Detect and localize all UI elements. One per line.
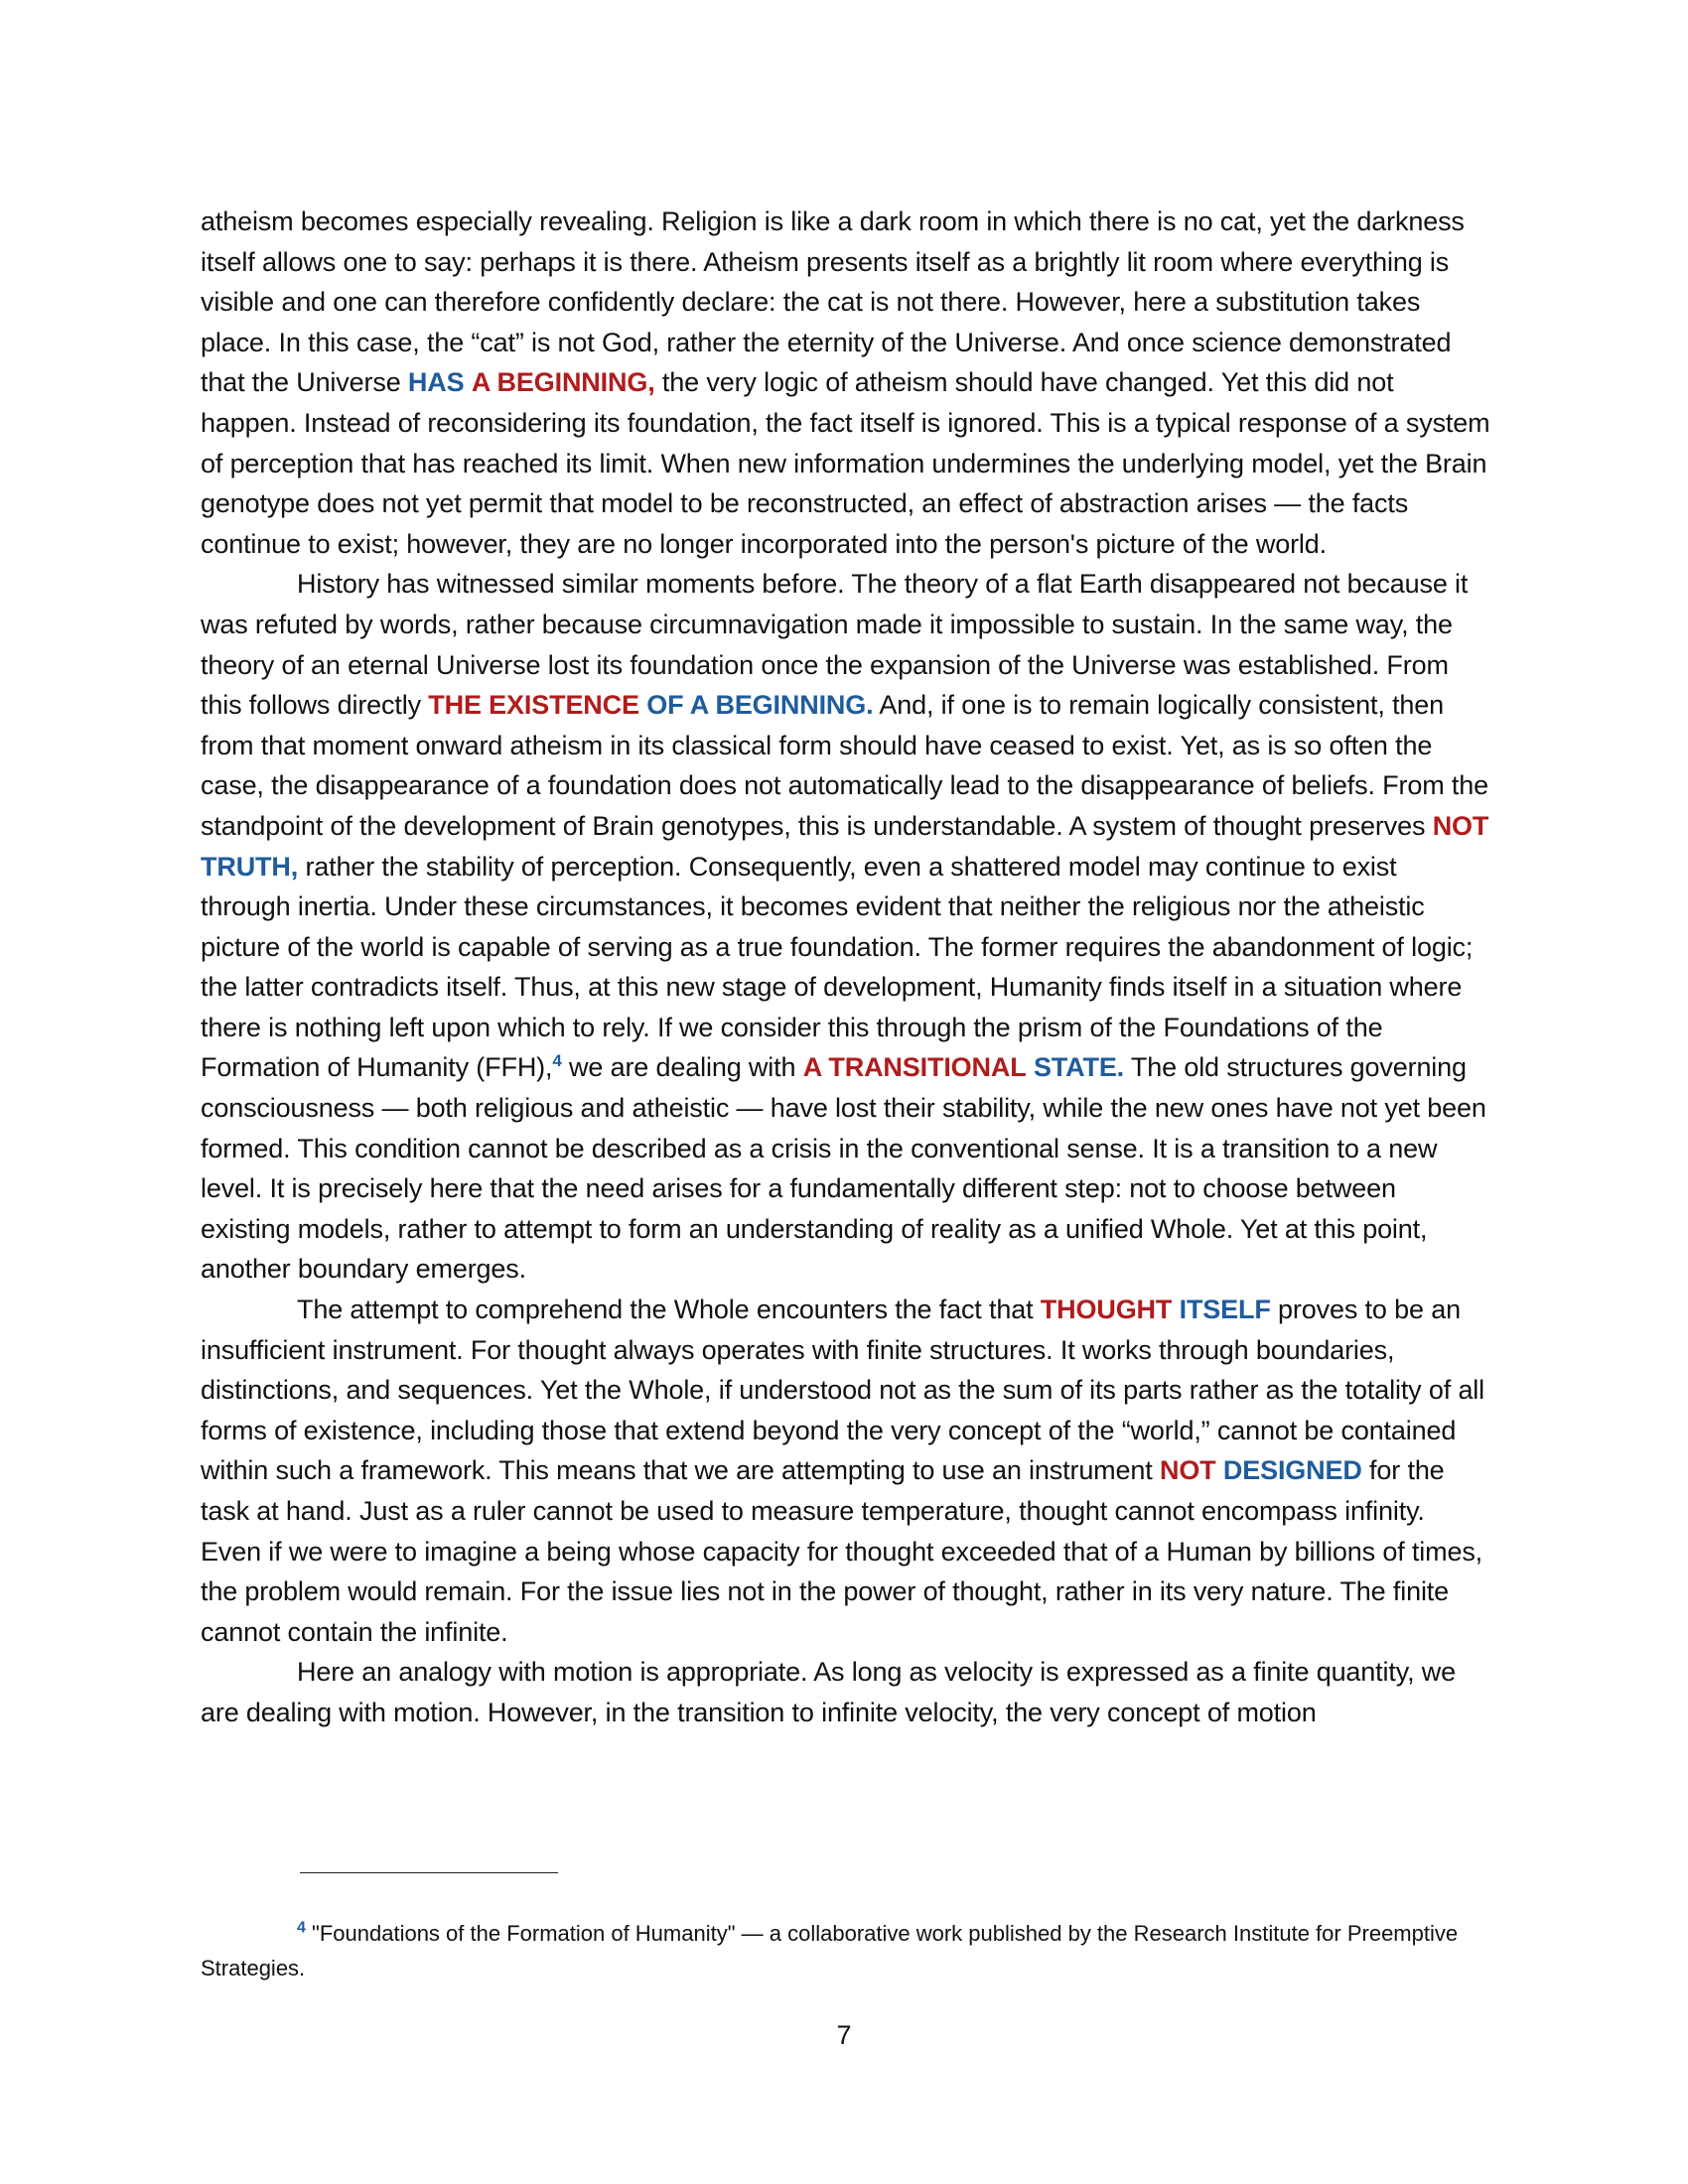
highlight-blue: TRUTH, xyxy=(201,851,299,882)
highlight-blue: STATE. xyxy=(1033,1052,1125,1083)
text-run: proves to be an insufficient instrument. For thought always operates with finite structures. It works through boundaries, distinctions, and sequences. Yet the Whole, if understood not as the sum of its parts rather as the totality of all forms of existence, including those that extend beyond the very concept of the “world,” cannot be contained within such a framework. This means that we are attempting to use an instrument xyxy=(201,1295,1485,1486)
highlight-red: NOT xyxy=(1159,1455,1216,1486)
highlight-blue: DESIGNED xyxy=(1222,1455,1362,1486)
text-run xyxy=(1027,1052,1034,1082)
page-number: 7 xyxy=(836,2020,852,2050)
text-run xyxy=(1172,1295,1179,1324)
text-run: History has witnessed similar moments before. The theory of a flat Earth disappeared not because it was refuted by words, rather because circumnavigation made it impossible to sustain. In the same way, the theory of an eternal Universe lost its foundation once the expansion of the Universe was established. From this follows directly xyxy=(201,569,1469,721)
footnote-paragraph xyxy=(201,1916,1491,1985)
text-run: for the task at hand. Just as a ruler cannot be used to measure temperature, thought cannot encompass infinity. Even if we were to imagine a being whose capacity for thought exceeded that of a Human by billions of times, the problem would remain. For the issue lies not in the power of thought, rather in its very nature. The finite cannot contain the infinite. xyxy=(201,1455,1483,1647)
footnote-marker: 4 xyxy=(297,1919,306,1937)
text-run: And, if one is to remain logically consistent, then from that moment onward atheism in its classical form should have ceased to exist. Yet, as is so often the case, the disappearance of a foundation does not automatically lead to the disappearance of beliefs. From the standpoint of the development of Brain genotypes, this is understandable. A system of thought preserves xyxy=(201,690,1489,841)
text-run: we are dealing with xyxy=(561,1052,803,1083)
highlight-blue: ITSELF xyxy=(1179,1295,1271,1325)
highlight-blue: OF A BEGINNING. xyxy=(646,690,874,721)
body-paragraph xyxy=(201,1290,1491,1652)
text-run: atheism becomes especially revealing. Religion is like a dark room in which there is no cat, yet the darkness itself allows one to say: perhaps it is there. Atheism presents itself as a brightly lit room where everything is visible and one can therefore confidently declare: the cat is not there. However, here a substitution takes place. In this case, the “cat” is not God, rather the eternity of the Universe. And once science demonstrated that the Universe xyxy=(201,206,1465,398)
text-run: The attempt to comprehend the Whole encounters the fact that xyxy=(297,1295,1041,1325)
footnote xyxy=(201,1916,1491,1985)
text-run xyxy=(1216,1455,1223,1485)
highlight-red: THE EXISTENCE xyxy=(428,690,639,721)
footnote-separator xyxy=(300,1872,558,1873)
text-run: The old structures governing consciousness — both religious and atheistic — have lost their stability, while the new ones have not yet been formed. This condition cannot be described as a crisis in the conventional sense. It is a transition to a new level. It is precisely here that the need arises for a fundamentally different step: not to choose between existing models, rather to attempt to form an understanding of reality as a unified Whole. Yet at this point, another boundary emerges. xyxy=(201,1052,1486,1285)
text-run: Here an analogy with motion is appropriate. As long as velocity is expressed as a finite quantity, we are dealing with motion. However, in the transition to infinite velocity, the very concept of motion xyxy=(201,1657,1456,1727)
footnote-text: "Foundations of the Formation of Humanity" — a collaborative work published by the Research Institute for Preemptive Strategies. xyxy=(201,1921,1459,1980)
highlight-red: A BEGINNING, xyxy=(471,367,655,398)
text-run: rather the stability of perception. Consequently, even a shattered model may continue to exist through inertia. Under these circumstances, it becomes evident that neither the religious nor the atheistic picture of the world is capable of serving as a true foundation. The former requires the abandonment of logic; the latter contradicts itself. Thus, at this new stage of development, Humanity finds itself in a situation where there is nothing left upon which to rely. If we consider this through the prism of the Foundations of the Formation of Humanity (FFH), xyxy=(201,851,1474,1083)
text-run xyxy=(464,367,471,397)
footnote-reference: 4 xyxy=(552,1051,562,1071)
body-paragraph xyxy=(201,564,1491,1290)
highlight-red: THOUGHT xyxy=(1040,1295,1173,1325)
body-text xyxy=(201,202,1491,1733)
highlight-red: A TRANSITIONAL xyxy=(802,1052,1027,1083)
body-paragraph xyxy=(201,202,1491,564)
text-run: the very logic of atheism should have changed. Yet this did not happen. Instead of reconsidering its foundation, the fact itself is ignored. This is a typical response of a system of perception that has reached its limit. When new information undermines the underlying model, yet the Brain genotype does not yet permit that model to be reconstructed, an effect of abstraction arises — the facts continue to exist; however, they are no longer incorporated into the person's picture of the world. xyxy=(201,367,1490,559)
highlight-blue: HAS xyxy=(407,367,465,398)
body-paragraph xyxy=(201,1652,1491,1732)
highlight-red: NOT xyxy=(1432,810,1489,841)
